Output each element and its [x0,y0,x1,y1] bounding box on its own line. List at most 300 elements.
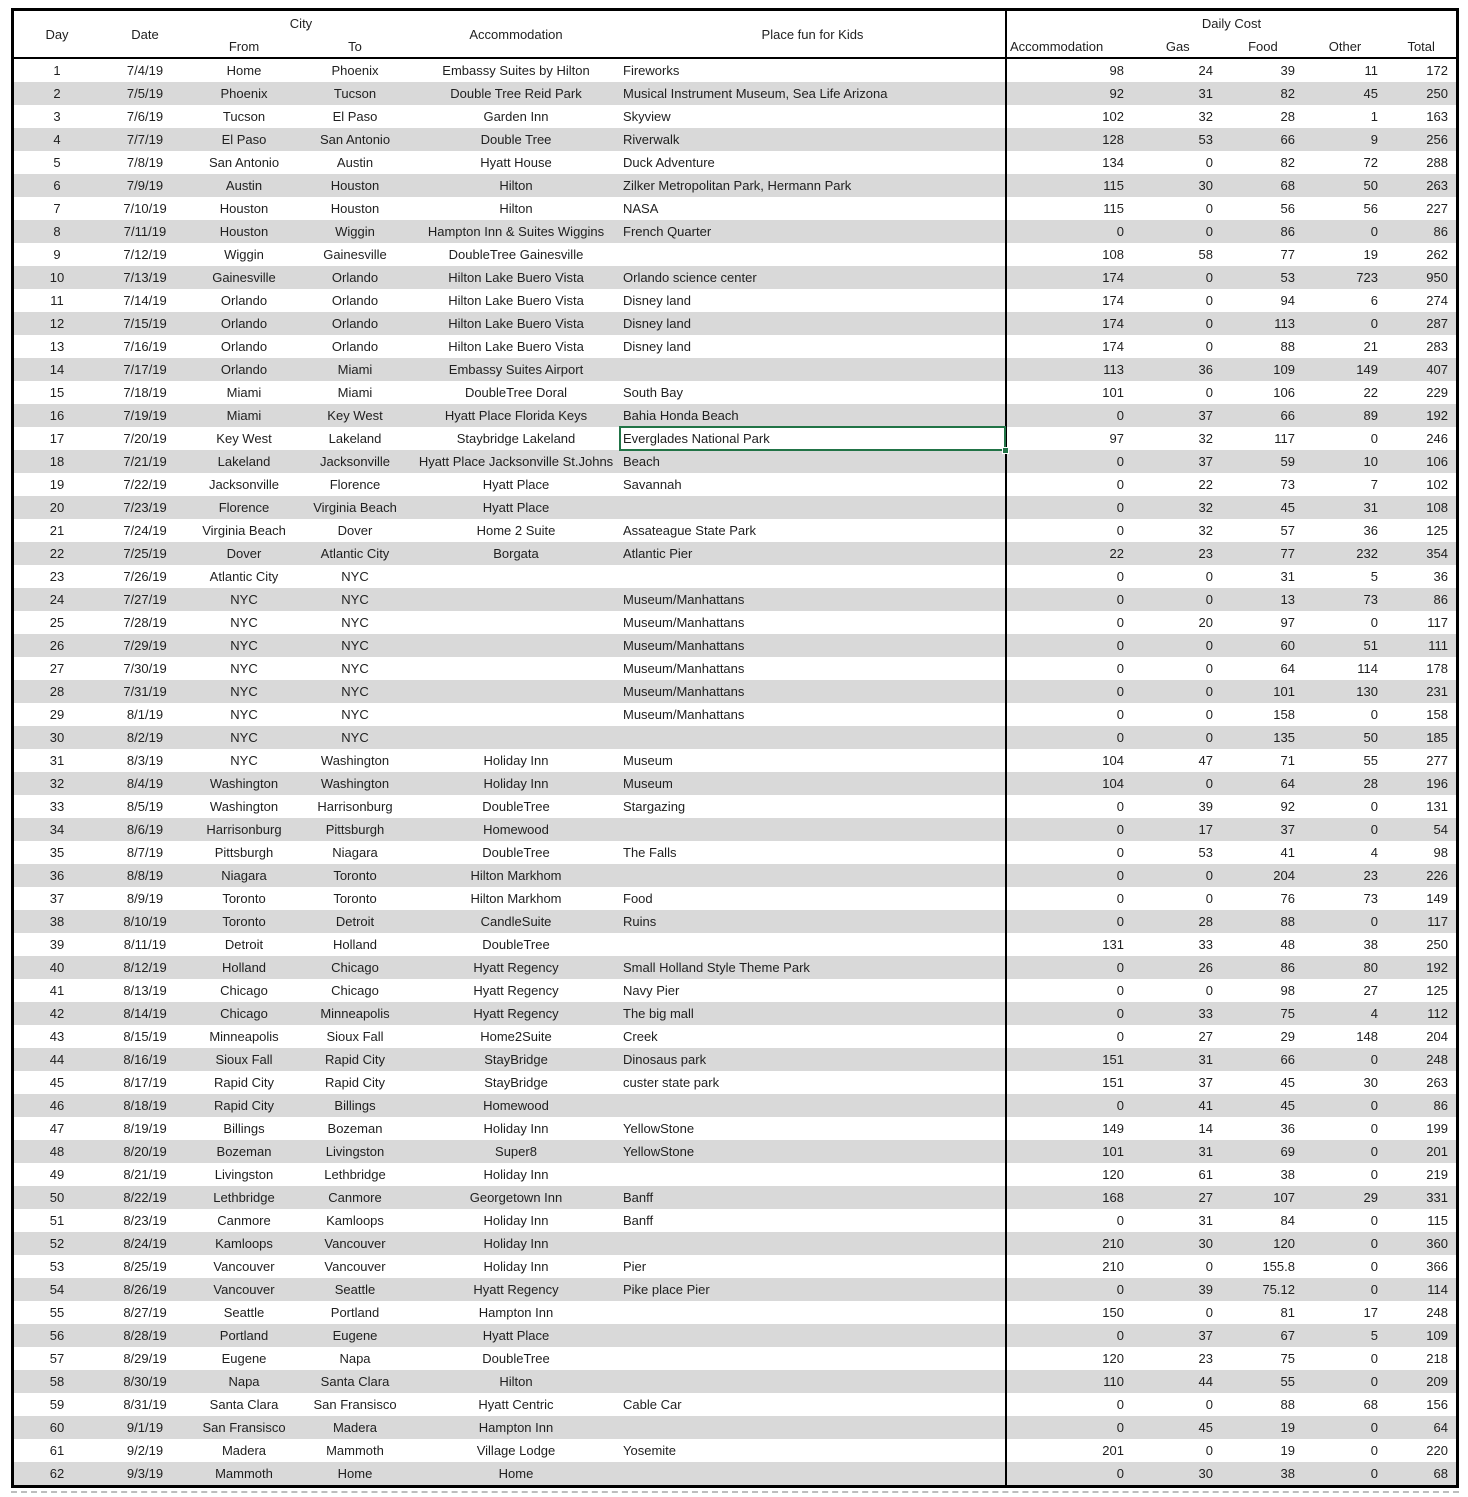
cell-cost-total[interactable]: 283 [1426,339,1448,354]
cell-cost-other[interactable]: 0 [1370,822,1378,837]
cell-cost-food[interactable]: 66 [1280,408,1295,423]
cell-accommodation[interactable]: Hyatt Place Florida Keys [444,408,588,423]
cell-to[interactable]: NYC [341,638,369,653]
cell-from[interactable]: Orlando [220,293,268,308]
cell-cost-total[interactable]: 219 [1426,1167,1448,1182]
cell-cost-food[interactable]: 82 [1280,155,1295,170]
cell-cost-gas[interactable]: 27 [1198,1190,1213,1205]
cell-day[interactable]: 9 [53,247,61,262]
cell-cost-other[interactable]: 89 [1363,408,1378,423]
cell-day[interactable]: 8 [53,224,61,239]
cell-place[interactable]: Museum/Manhattans [623,615,745,630]
cell-cost-other[interactable]: 55 [1363,753,1378,768]
cell-cost-total[interactable]: 331 [1426,1190,1448,1205]
cell-cost-food[interactable]: 109 [1273,362,1295,377]
cell-to[interactable]: San Antonio [319,132,391,147]
cell-accommodation[interactable]: Hilton Markhom [470,891,562,906]
cell-cost-other[interactable]: 19 [1363,247,1378,262]
cell-cost-gas[interactable]: 0 [1205,201,1213,216]
cell-cost-accommodation[interactable]: 151 [1005,1048,1132,1071]
cell-place[interactable]: Ruins [623,914,657,929]
cell-cost-gas[interactable]: 0 [1205,316,1213,331]
cell-date[interactable]: 8/2/19 [126,730,164,745]
cell-place[interactable] [620,1370,1005,1393]
cell-date[interactable]: 8/1/19 [126,707,164,722]
cell-cost-gas[interactable]: 0 [1205,776,1213,791]
cell-day[interactable]: 2 [53,86,61,101]
cell-to[interactable]: Toronto [333,891,377,906]
cell-date[interactable]: 9/3/19 [126,1466,164,1481]
cell-cost-accommodation[interactable]: 0 [1005,726,1132,749]
cell-cost-total[interactable]: 201 [1426,1144,1448,1159]
cell-cost-other[interactable]: 51 [1363,638,1378,653]
cell-accommodation[interactable] [412,680,620,703]
cell-from[interactable]: Madera [221,1443,267,1458]
cell-cost-other[interactable]: 0 [1370,1259,1378,1274]
cell-place[interactable] [620,818,1005,841]
cell-to[interactable]: Pittsburgh [325,822,385,837]
cell-to[interactable]: Orlando [331,293,379,308]
cell-day[interactable]: 23 [49,569,65,584]
cell-accommodation[interactable] [412,634,620,657]
cell-cost-other[interactable]: 31 [1363,500,1378,515]
cell-day[interactable]: 21 [49,523,65,538]
cell-accommodation[interactable] [412,565,620,588]
cell-day[interactable]: 18 [49,454,65,469]
cell-cost-accommodation[interactable]: 0 [1005,496,1132,519]
cell-accommodation[interactable]: Holiday Inn [483,753,549,768]
cell-day[interactable]: 27 [49,661,65,676]
cell-cost-gas[interactable]: 30 [1198,178,1213,193]
cell-cost-gas[interactable]: 37 [1198,454,1213,469]
cell-to[interactable]: Minneapolis [320,1006,390,1021]
cell-cost-other[interactable]: 0 [1370,1213,1378,1228]
cell-date[interactable]: 7/30/19 [123,661,167,676]
cell-date[interactable]: 8/13/19 [123,983,167,998]
cell-accommodation[interactable]: Holiday Inn [483,1213,549,1228]
cell-cost-other[interactable]: 0 [1370,316,1378,331]
cell-date[interactable]: 7/29/19 [123,638,167,653]
cell-cost-other[interactable]: 0 [1370,799,1378,814]
cell-cost-other[interactable]: 4 [1370,845,1378,860]
cell-cost-accommodation[interactable]: 22 [1005,542,1132,565]
cell-cost-accommodation[interactable]: 0 [1005,220,1132,243]
cell-date[interactable]: 8/10/19 [123,914,167,929]
cell-place[interactable]: Pier [623,1259,647,1274]
cell-cost-other[interactable]: 723 [1356,270,1378,285]
cell-accommodation[interactable]: Hyatt Place [482,500,550,515]
cell-cost-accommodation[interactable]: 98 [1005,59,1132,82]
cell-place[interactable]: Museum [623,776,673,791]
cell-from[interactable]: Rapid City [214,1075,274,1090]
cell-date[interactable]: 8/27/19 [123,1305,167,1320]
cell-day[interactable]: 59 [49,1397,65,1412]
cell-day[interactable]: 4 [53,132,61,147]
cell-cost-gas[interactable]: 53 [1198,845,1213,860]
cell-from[interactable]: Florence [218,500,270,515]
cell-cost-total[interactable]: 192 [1426,960,1448,975]
cell-cost-food[interactable]: 69 [1280,1144,1295,1159]
cell-date[interactable]: 7/10/19 [123,201,167,216]
cell-cost-other[interactable]: 9 [1370,132,1378,147]
cell-day[interactable]: 22 [49,546,65,561]
cell-place[interactable]: Beach [623,454,660,469]
cell-cost-food[interactable]: 48 [1280,937,1295,952]
cell-cost-gas[interactable]: 14 [1198,1121,1213,1136]
cell-from[interactable]: Tucson [222,109,266,124]
cell-cost-gas[interactable]: 61 [1198,1167,1213,1182]
cell-accommodation[interactable]: StayBridge [484,1075,548,1090]
cell-accommodation[interactable]: Home 2 Suite [476,523,556,538]
cell-cost-accommodation[interactable]: 0 [1005,1462,1132,1485]
cell-cost-food[interactable]: 66 [1280,1052,1295,1067]
cell-date[interactable]: 7/21/19 [123,454,167,469]
cell-cost-other[interactable]: 148 [1356,1029,1378,1044]
cell-to[interactable]: Detroit [335,914,375,929]
cell-cost-accommodation[interactable]: 0 [1005,680,1132,703]
cell-day[interactable]: 11 [50,293,64,308]
cell-place[interactable]: Yosemite [623,1443,676,1458]
cell-accommodation[interactable]: CandleSuite [480,914,552,929]
cell-place[interactable] [620,1163,1005,1186]
cell-cost-accommodation[interactable]: 0 [1005,1393,1132,1416]
cell-cost-total[interactable]: 229 [1426,385,1448,400]
cell-cost-accommodation[interactable]: 102 [1005,105,1132,128]
cell-from[interactable]: Dover [226,546,262,561]
cell-cost-food[interactable]: 28 [1280,109,1295,124]
cell-to[interactable]: Wiggin [335,224,375,239]
cell-cost-other[interactable]: 21 [1363,339,1378,354]
cell-accommodation[interactable]: Hyatt Regency [473,983,559,998]
cell-cost-total[interactable]: 108 [1426,500,1448,515]
cell-from[interactable]: Detroit [224,937,264,952]
cell-place[interactable] [620,243,1005,266]
cell-place[interactable] [620,1347,1005,1370]
cell-from[interactable]: Phoenix [220,86,268,101]
cell-from[interactable]: Lethbridge [213,1190,275,1205]
cell-cost-accommodation[interactable]: 0 [1005,1025,1132,1048]
cell-to[interactable]: Lethbridge [324,1167,386,1182]
cell-cost-food[interactable]: 101 [1273,684,1295,699]
cell-cost-accommodation[interactable]: 0 [1005,1209,1132,1232]
cell-from[interactable]: Gainesville [212,270,276,285]
cell-from[interactable]: Houston [219,224,269,239]
cell-from[interactable]: Orlando [220,362,268,377]
cell-cost-accommodation[interactable]: 174 [1005,312,1132,335]
cell-cost-food[interactable]: 36 [1280,1121,1295,1136]
cell-date[interactable]: 7/31/19 [123,684,167,699]
cell-cost-other[interactable]: 114 [1357,661,1378,676]
cell-place[interactable] [620,1232,1005,1255]
cell-from[interactable]: Orlando [220,339,268,354]
cell-to[interactable]: El Paso [332,109,378,124]
cell-cost-gas[interactable]: 0 [1205,293,1213,308]
cell-to[interactable]: Gainesville [323,247,387,262]
cell-accommodation[interactable]: Hilton Lake Buero Vista [448,339,584,354]
cell-cost-other[interactable]: 73 [1363,592,1378,607]
cell-accommodation[interactable]: Hilton [499,201,533,216]
cell-accommodation[interactable]: Hyatt Place [482,477,550,492]
header-place-fun-for-kids[interactable]: Place fun for Kids [761,26,864,42]
cell-from[interactable]: NYC [230,638,258,653]
cell-accommodation[interactable]: Borgata [493,546,539,561]
cell-cost-accommodation[interactable]: 174 [1005,289,1132,312]
cell-cost-total[interactable]: 226 [1426,868,1448,883]
cell-cost-accommodation[interactable]: 0 [1005,841,1132,864]
cell-to[interactable]: Washington [320,753,390,768]
cell-day[interactable]: 62 [49,1466,65,1481]
cell-to[interactable]: Miami [337,385,373,400]
cell-cost-accommodation[interactable]: 0 [1005,634,1132,657]
cell-place[interactable]: custer state park [623,1075,720,1090]
cell-place[interactable]: Pike place Pier [623,1282,710,1297]
cell-from[interactable]: Livingston [214,1167,274,1182]
cell-cost-other[interactable]: 0 [1370,1282,1378,1297]
cell-from[interactable]: NYC [230,684,258,699]
cell-from[interactable]: Washington [209,799,279,814]
cell-place[interactable]: Disney land [623,339,691,354]
cell-to[interactable]: Niagara [332,845,378,860]
cell-cost-other[interactable]: 30 [1363,1075,1378,1090]
cell-to[interactable]: Tucson [333,86,377,101]
cell-cost-other[interactable]: 50 [1363,730,1378,745]
cell-accommodation[interactable]: Hilton [499,1374,533,1389]
cell-cost-gas[interactable]: 23 [1198,546,1213,561]
cell-from[interactable]: Jacksonville [208,477,280,492]
selected-cell[interactable]: Everglades National Park [620,427,1005,450]
cell-cost-total[interactable]: 287 [1426,316,1448,331]
cell-to[interactable]: Florence [329,477,381,492]
cell-cost-accommodation[interactable]: 0 [1005,864,1132,887]
cell-cost-accommodation[interactable]: 0 [1005,1094,1132,1117]
cell-accommodation[interactable]: Home [498,1466,534,1481]
cell-from[interactable]: Canmore [217,1213,271,1228]
cell-date[interactable]: 8/24/19 [123,1236,167,1251]
cell-cost-accommodation[interactable]: 210 [1005,1255,1132,1278]
cell-accommodation[interactable] [412,657,620,680]
cell-to[interactable]: Sioux Fall [326,1029,384,1044]
cell-cost-total[interactable]: 149 [1426,891,1448,906]
cell-day[interactable]: 10 [49,270,65,285]
cell-day[interactable]: 32 [49,776,65,791]
cell-date[interactable]: 7/27/19 [123,592,167,607]
cell-cost-total[interactable]: 156 [1426,1397,1448,1412]
cell-cost-total[interactable]: 185 [1426,730,1448,745]
cell-cost-gas[interactable]: 37 [1198,1075,1213,1090]
cell-cost-other[interactable]: 0 [1370,1144,1378,1159]
cell-cost-accommodation[interactable]: 0 [1005,703,1132,726]
cell-date[interactable]: 8/28/19 [123,1328,167,1343]
cell-cost-food[interactable]: 38 [1280,1167,1295,1182]
cell-place[interactable]: Banff [623,1213,654,1228]
cell-date[interactable]: 8/26/19 [123,1282,167,1297]
cell-to[interactable]: Portland [330,1305,380,1320]
cell-day[interactable]: 47 [49,1121,65,1136]
cell-cost-gas[interactable]: 32 [1198,523,1213,538]
cell-from[interactable]: Miami [226,385,262,400]
cell-cost-gas[interactable]: 31 [1198,1052,1213,1067]
cell-from[interactable]: Holland [221,960,267,975]
cell-place[interactable]: Savannah [623,477,682,492]
cell-cost-accommodation[interactable]: 120 [1005,1163,1132,1186]
cell-date[interactable]: 8/25/19 [123,1259,167,1274]
cell-cost-gas[interactable]: 31 [1198,1213,1213,1228]
cell-from[interactable]: Napa [228,1374,260,1389]
cell-day[interactable]: 48 [49,1144,65,1159]
cell-from[interactable]: Atlantic City [209,569,279,584]
cell-cost-total[interactable]: 274 [1426,293,1448,308]
cell-cost-total[interactable]: 117 [1427,615,1448,630]
cell-from[interactable]: Key West [216,431,272,446]
cell-from[interactable]: Mammoth [215,1466,273,1481]
cell-cost-accommodation[interactable]: 0 [1005,1278,1132,1301]
cell-cost-accommodation[interactable]: 92 [1005,82,1132,105]
cell-cost-total[interactable]: 248 [1426,1052,1448,1067]
cell-place[interactable]: Orlando science center [623,270,757,285]
cell-cost-total[interactable]: 86 [1433,224,1448,239]
cell-day[interactable]: 57 [49,1351,65,1366]
cell-cost-food[interactable]: 29 [1280,1029,1295,1044]
cell-accommodation[interactable]: Super8 [495,1144,537,1159]
cell-from[interactable]: Chicago [220,1006,268,1021]
cell-date[interactable]: 7/16/19 [123,339,167,354]
cell-cost-gas[interactable]: 33 [1198,937,1213,952]
cell-cost-other[interactable]: 0 [1370,707,1378,722]
cell-cost-total[interactable]: 36 [1433,569,1448,584]
cell-place[interactable]: Disney land [623,293,691,308]
cell-cost-total[interactable]: 288 [1426,155,1448,170]
cell-cost-gas[interactable]: 20 [1198,615,1213,630]
cell-place[interactable]: Museum/Manhattans [623,592,745,607]
cell-day[interactable]: 19 [49,477,65,492]
cell-accommodation[interactable]: Double Tree [480,132,552,147]
cell-accommodation[interactable] [412,726,620,749]
cell-from[interactable]: Wiggin [224,247,264,262]
cell-cost-gas[interactable]: 23 [1198,1351,1213,1366]
cell-cost-accommodation[interactable]: 174 [1005,335,1132,358]
cell-from[interactable]: Pittsburgh [214,845,274,860]
cell-to[interactable]: NYC [341,592,369,607]
cell-cost-gas[interactable]: 0 [1205,339,1213,354]
cell-place[interactable]: Riverwalk [623,132,680,147]
cell-cost-food[interactable]: 117 [1274,431,1295,446]
cell-cost-gas[interactable]: 24 [1198,63,1213,78]
cell-cost-total[interactable]: 256 [1426,132,1448,147]
cell-from[interactable]: Toronto [222,891,266,906]
cell-day[interactable]: 52 [49,1236,65,1251]
cell-cost-gas[interactable]: 0 [1205,891,1213,906]
cell-cost-food[interactable]: 158 [1273,707,1295,722]
cell-date[interactable]: 7/9/19 [126,178,164,193]
cell-cost-accommodation[interactable]: 0 [1005,956,1132,979]
cell-from[interactable]: Washington [209,776,279,791]
cell-to[interactable]: Harrisonburg [317,799,393,814]
cell-day[interactable]: 12 [49,316,65,331]
cell-from[interactable]: Minneapolis [209,1029,279,1044]
cell-place[interactable]: Food [623,891,653,906]
cell-cost-food[interactable]: 82 [1280,86,1295,101]
cell-date[interactable]: 9/2/19 [126,1443,164,1458]
cell-cost-food[interactable]: 88 [1280,339,1295,354]
cell-cost-total[interactable]: 111 [1428,638,1448,653]
cell-cost-total[interactable]: 250 [1426,86,1448,101]
cell-date[interactable]: 7/24/19 [123,523,167,538]
cell-cost-accommodation[interactable]: 120 [1005,1347,1132,1370]
cell-place[interactable]: Creek [623,1029,658,1044]
cell-cost-other[interactable]: 0 [1370,1466,1378,1481]
cell-cost-gas[interactable]: 0 [1205,270,1213,285]
cell-cost-other[interactable]: 28 [1363,776,1378,791]
cell-cost-food[interactable]: 71 [1280,753,1295,768]
cell-cost-food[interactable]: 75.12 [1262,1282,1295,1297]
cell-accommodation[interactable]: Hilton Lake Buero Vista [448,293,584,308]
cell-cost-gas[interactable]: 0 [1205,1259,1213,1274]
cell-cost-accommodation[interactable]: 149 [1005,1117,1132,1140]
cell-cost-total[interactable]: 106 [1426,454,1448,469]
cell-from[interactable]: NYC [230,615,258,630]
cell-date[interactable]: 8/30/19 [123,1374,167,1389]
cell-cost-accommodation[interactable]: 150 [1005,1301,1132,1324]
cell-accommodation[interactable]: Georgetown Inn [469,1190,563,1205]
cell-from[interactable]: Orlando [220,316,268,331]
cell-date[interactable]: 8/11/19 [123,937,167,952]
cell-date[interactable]: 7/14/19 [123,293,167,308]
cell-cost-accommodation[interactable]: 0 [1005,450,1132,473]
cell-to[interactable]: Chicago [331,983,379,998]
cell-accommodation[interactable]: Hilton Lake Buero Vista [448,316,584,331]
cell-date[interactable]: 7/19/19 [123,408,167,423]
cell-cost-gas[interactable]: 0 [1205,638,1213,653]
cell-cost-total[interactable]: 263 [1426,1075,1448,1090]
header-date[interactable]: Date [131,26,159,42]
cell-place[interactable]: Museum/Manhattans [623,661,745,676]
cell-cost-other[interactable]: 29 [1363,1190,1378,1205]
cell-cost-total[interactable]: 262 [1426,247,1448,262]
cell-from[interactable]: Sioux Fall [215,1052,273,1067]
cell-cost-other[interactable]: 23 [1363,868,1378,883]
cell-place[interactable]: Stargazing [623,799,686,814]
cell-cost-other[interactable]: 7 [1370,477,1378,492]
cell-accommodation[interactable]: Hyatt Centric [478,1397,554,1412]
cell-from[interactable]: Home [226,63,262,78]
cell-cost-gas[interactable]: 17 [1198,822,1213,837]
cell-day[interactable]: 53 [49,1259,65,1274]
cell-cost-gas[interactable]: 0 [1205,684,1213,699]
cell-cost-gas[interactable]: 37 [1198,408,1213,423]
cell-place[interactable] [620,726,1005,749]
cell-accommodation[interactable]: StayBridge [484,1052,548,1067]
cell-cost-other[interactable]: 0 [1370,431,1378,446]
cell-cost-total[interactable]: 218 [1426,1351,1448,1366]
cell-cost-total[interactable]: 54 [1433,822,1448,837]
cell-day[interactable]: 13 [49,339,65,354]
cell-date[interactable]: 9/1/19 [126,1420,164,1435]
cell-place[interactable]: Zilker Metropolitan Park, Hermann Park [623,178,852,193]
cell-day[interactable]: 6 [53,178,61,193]
cell-cost-gas[interactable]: 47 [1198,753,1213,768]
cell-cost-gas[interactable]: 0 [1205,385,1213,400]
cell-cost-accommodation[interactable]: 0 [1005,1002,1132,1025]
cell-date[interactable]: 8/14/19 [123,1006,167,1021]
cell-day[interactable]: 49 [49,1167,65,1182]
cell-cost-other[interactable]: 11 [1364,63,1378,78]
cell-place[interactable]: The Falls [623,845,677,860]
cell-cost-food[interactable]: 59 [1280,454,1295,469]
cell-day[interactable]: 45 [49,1075,65,1090]
cell-accommodation[interactable]: Staybridge Lakeland [456,431,576,446]
cell-cost-accommodation[interactable]: 101 [1005,1140,1132,1163]
cell-cost-gas[interactable]: 37 [1198,1328,1213,1343]
